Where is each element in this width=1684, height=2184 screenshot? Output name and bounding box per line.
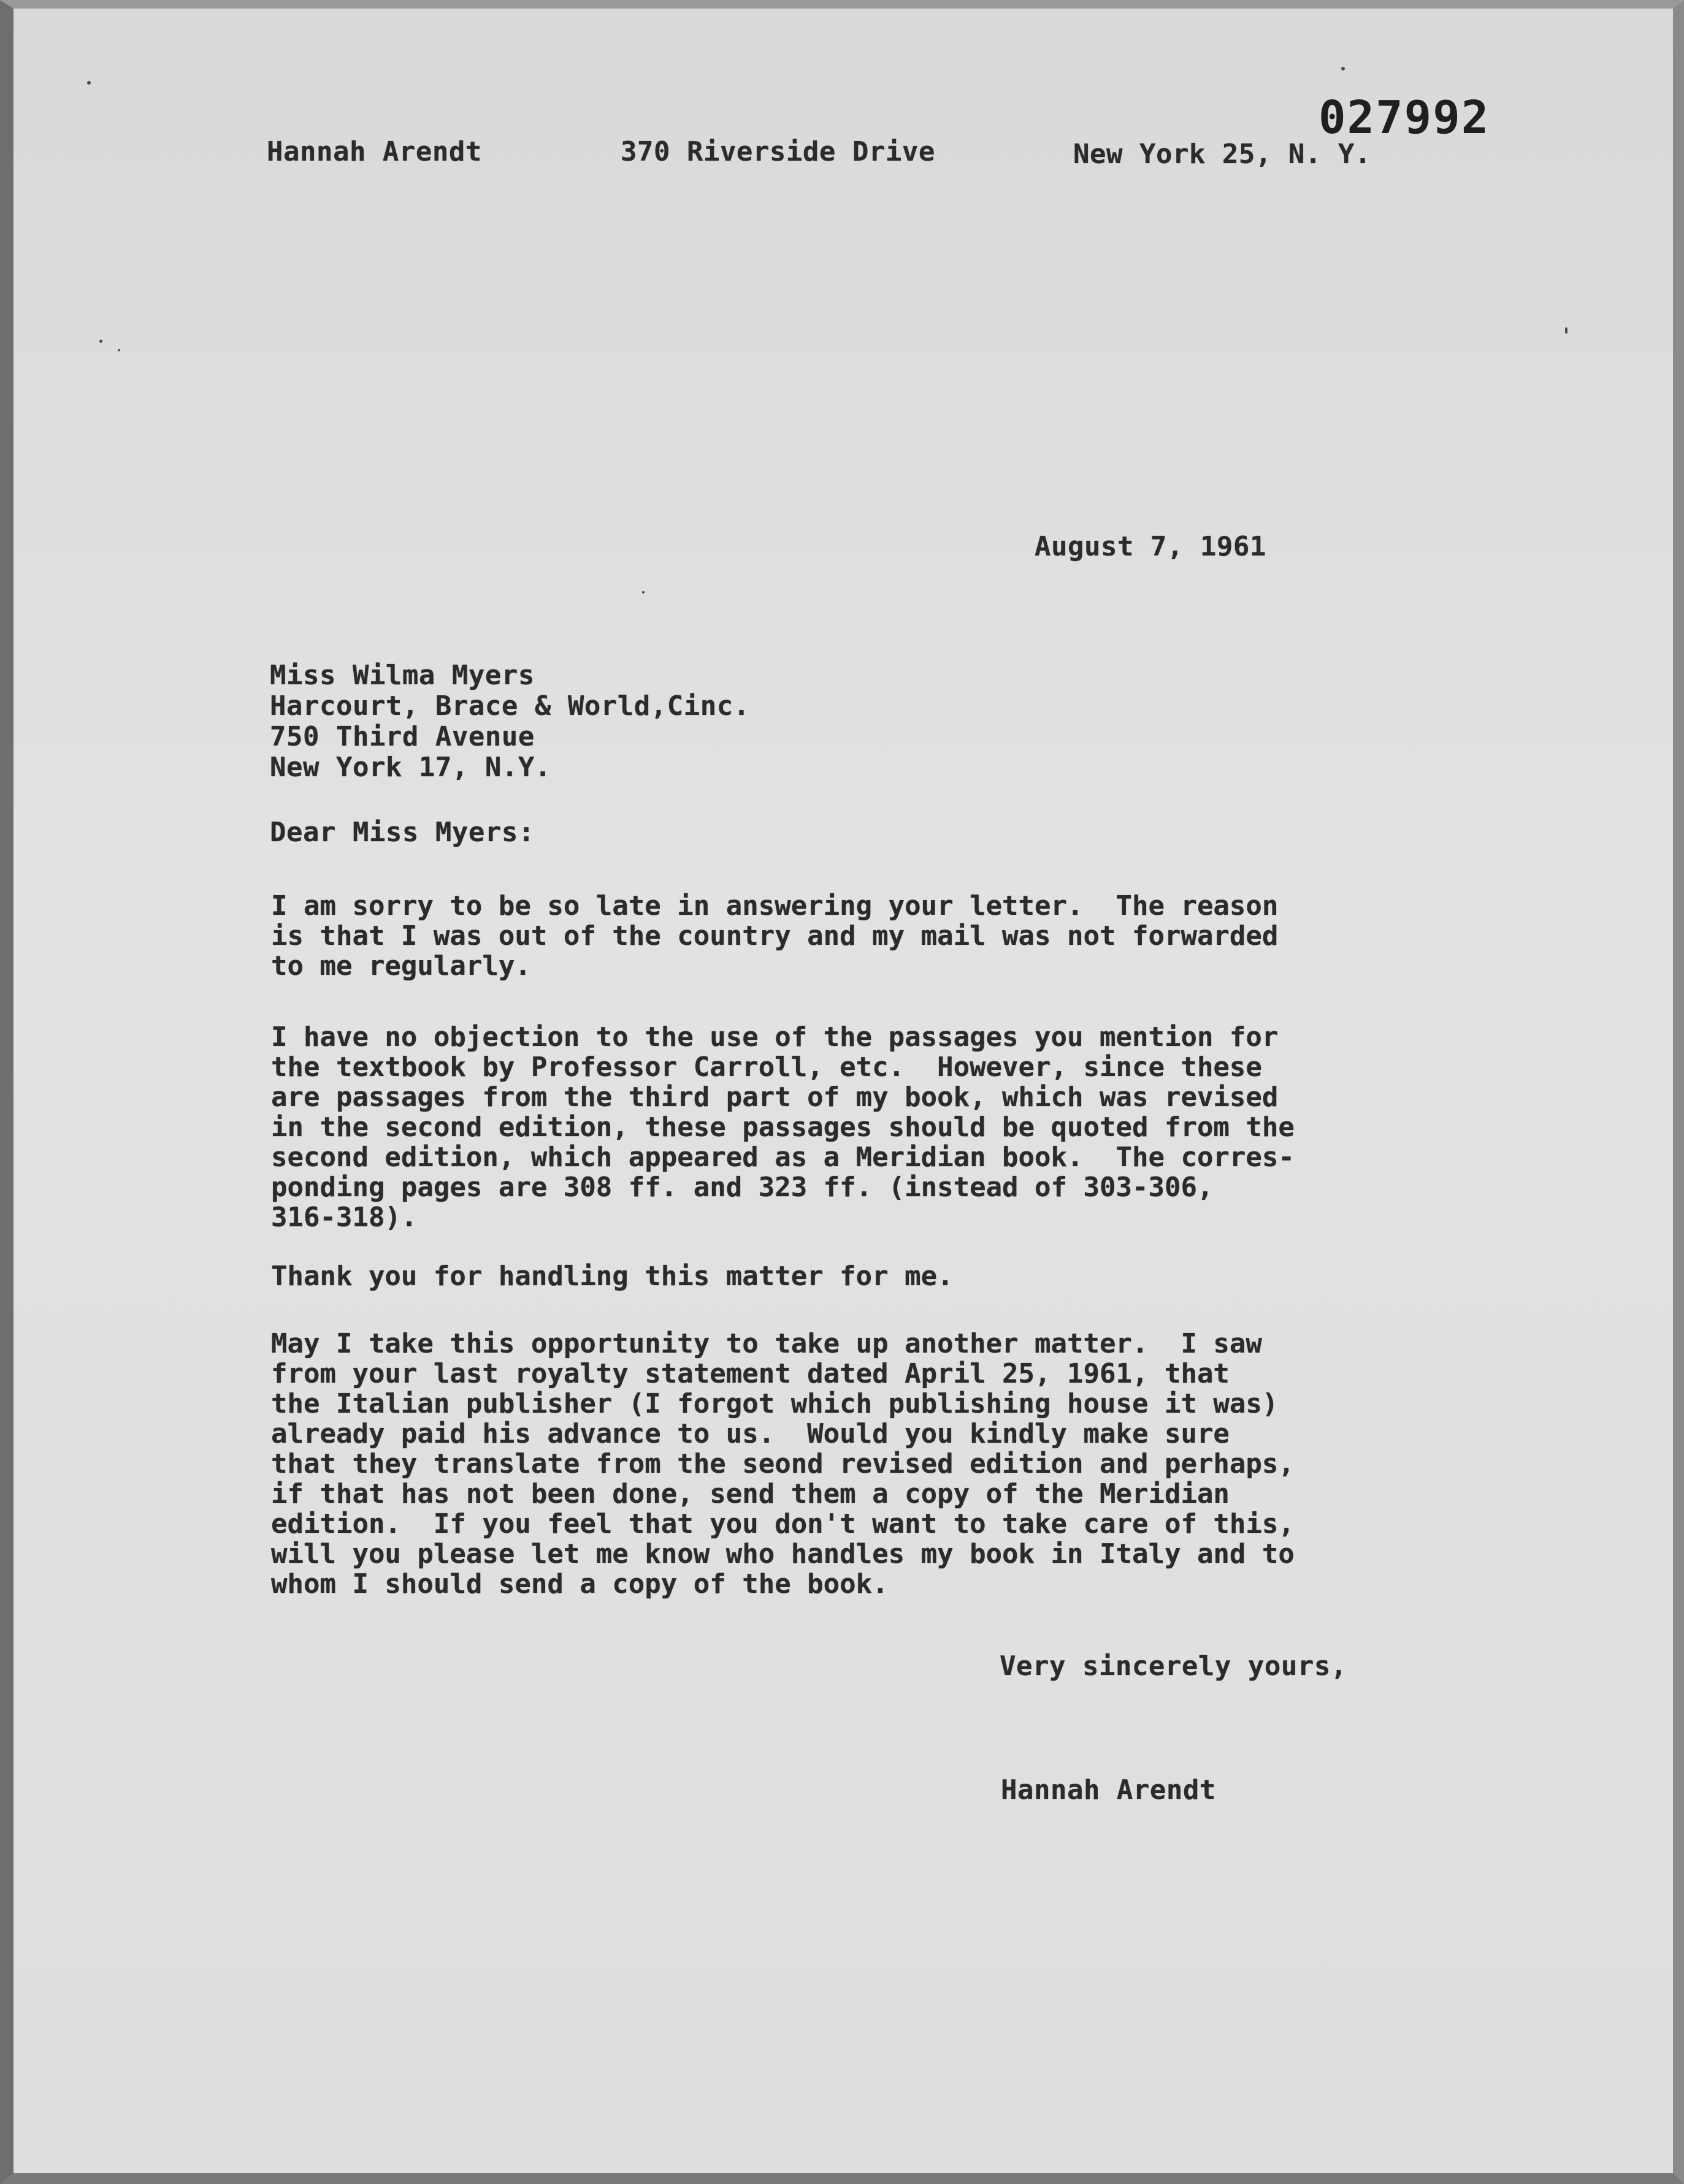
letter-date: August 7, 1961 <box>1035 531 1266 562</box>
body-paragraph <box>271 1261 1522 1291</box>
paragraph-line: if that has not been done, send them a copy of the Meridian <box>271 1478 1230 1510</box>
paragraph-line: Thank you for handling this matter for me. <box>271 1261 954 1292</box>
letterhead-name: Hannah Arendt <box>267 136 482 167</box>
letterhead-city: New York 25, N. Y. <box>1073 139 1371 170</box>
paragraph-line: 316-318). <box>271 1202 418 1233</box>
recipient-address <box>270 660 750 782</box>
paragraph-line: from your last royalty statement dated April 25, 1961, that <box>271 1358 1230 1389</box>
body-paragraph <box>271 1021 1522 1232</box>
paragraph-line: will you please let me know who handles my book in Italy and to <box>271 1538 1295 1570</box>
paragraph-line: that they translate from the seond revised edition and perhaps, <box>271 1448 1295 1480</box>
paragraph-line: are passages from the third part of my book, which was revised <box>271 1082 1279 1113</box>
paragraph-line: May I take this opportunity to take up another matter. I saw <box>271 1328 1262 1359</box>
closing: Very sincerely yours, <box>1000 1651 1347 1682</box>
paragraph-line: the textbook by Professor Carroll, etc. However, since these <box>271 1052 1262 1083</box>
paragraph-line: to me regularly. <box>271 950 531 982</box>
paragraph-line: already paid his advance to us. Would you kindly make sure <box>271 1418 1230 1449</box>
scan-speck <box>87 81 91 85</box>
recipient-line: New York 17, N.Y. <box>270 752 551 783</box>
paragraph-line: second edition, which appeared as a Meridian book. The corres- <box>271 1142 1295 1173</box>
scan-speck <box>118 349 120 351</box>
recipient-line: Miss Wilma Myers <box>270 660 535 691</box>
recipient-line: Harcourt, Brace & World,Cinc. <box>270 690 750 722</box>
signature-name: Hannah Arendt <box>1001 1774 1216 1806</box>
paragraph-line: is that I was out of the country and my mail was not forwarded <box>271 920 1279 952</box>
paragraph-line: whom I should send a copy of the book. <box>271 1568 889 1600</box>
paragraph-line: I am sorry to be so late in answering your letter. The reason <box>271 890 1279 922</box>
letterhead-street: 370 Riverside Drive <box>621 136 935 167</box>
paragraph-line: in the second edition, these passages should be quoted from the <box>271 1112 1295 1143</box>
paragraph-line: ponding pages are 308 ff. and 323 ff. (instead of 303-306, <box>271 1172 1214 1203</box>
recipient-line: 750 Third Avenue <box>270 721 535 752</box>
scan-speck <box>99 340 102 343</box>
body-paragraph <box>271 1328 1522 1598</box>
paragraph-line: I have no objection to the use of the passages you mention for <box>271 1021 1279 1053</box>
scan-speck <box>1341 67 1345 71</box>
scan-speck <box>1565 327 1567 334</box>
paragraph-line: edition. If you feel that you don't want to take care of this, <box>271 1508 1295 1540</box>
paragraph-line: the Italian publisher (I forgot which publishing house it was) <box>271 1388 1279 1419</box>
salutation: Dear Miss Myers: <box>270 817 535 848</box>
scan-speck <box>642 591 645 594</box>
body-paragraph <box>271 890 1522 980</box>
document-number: 027992 <box>1318 91 1490 144</box>
